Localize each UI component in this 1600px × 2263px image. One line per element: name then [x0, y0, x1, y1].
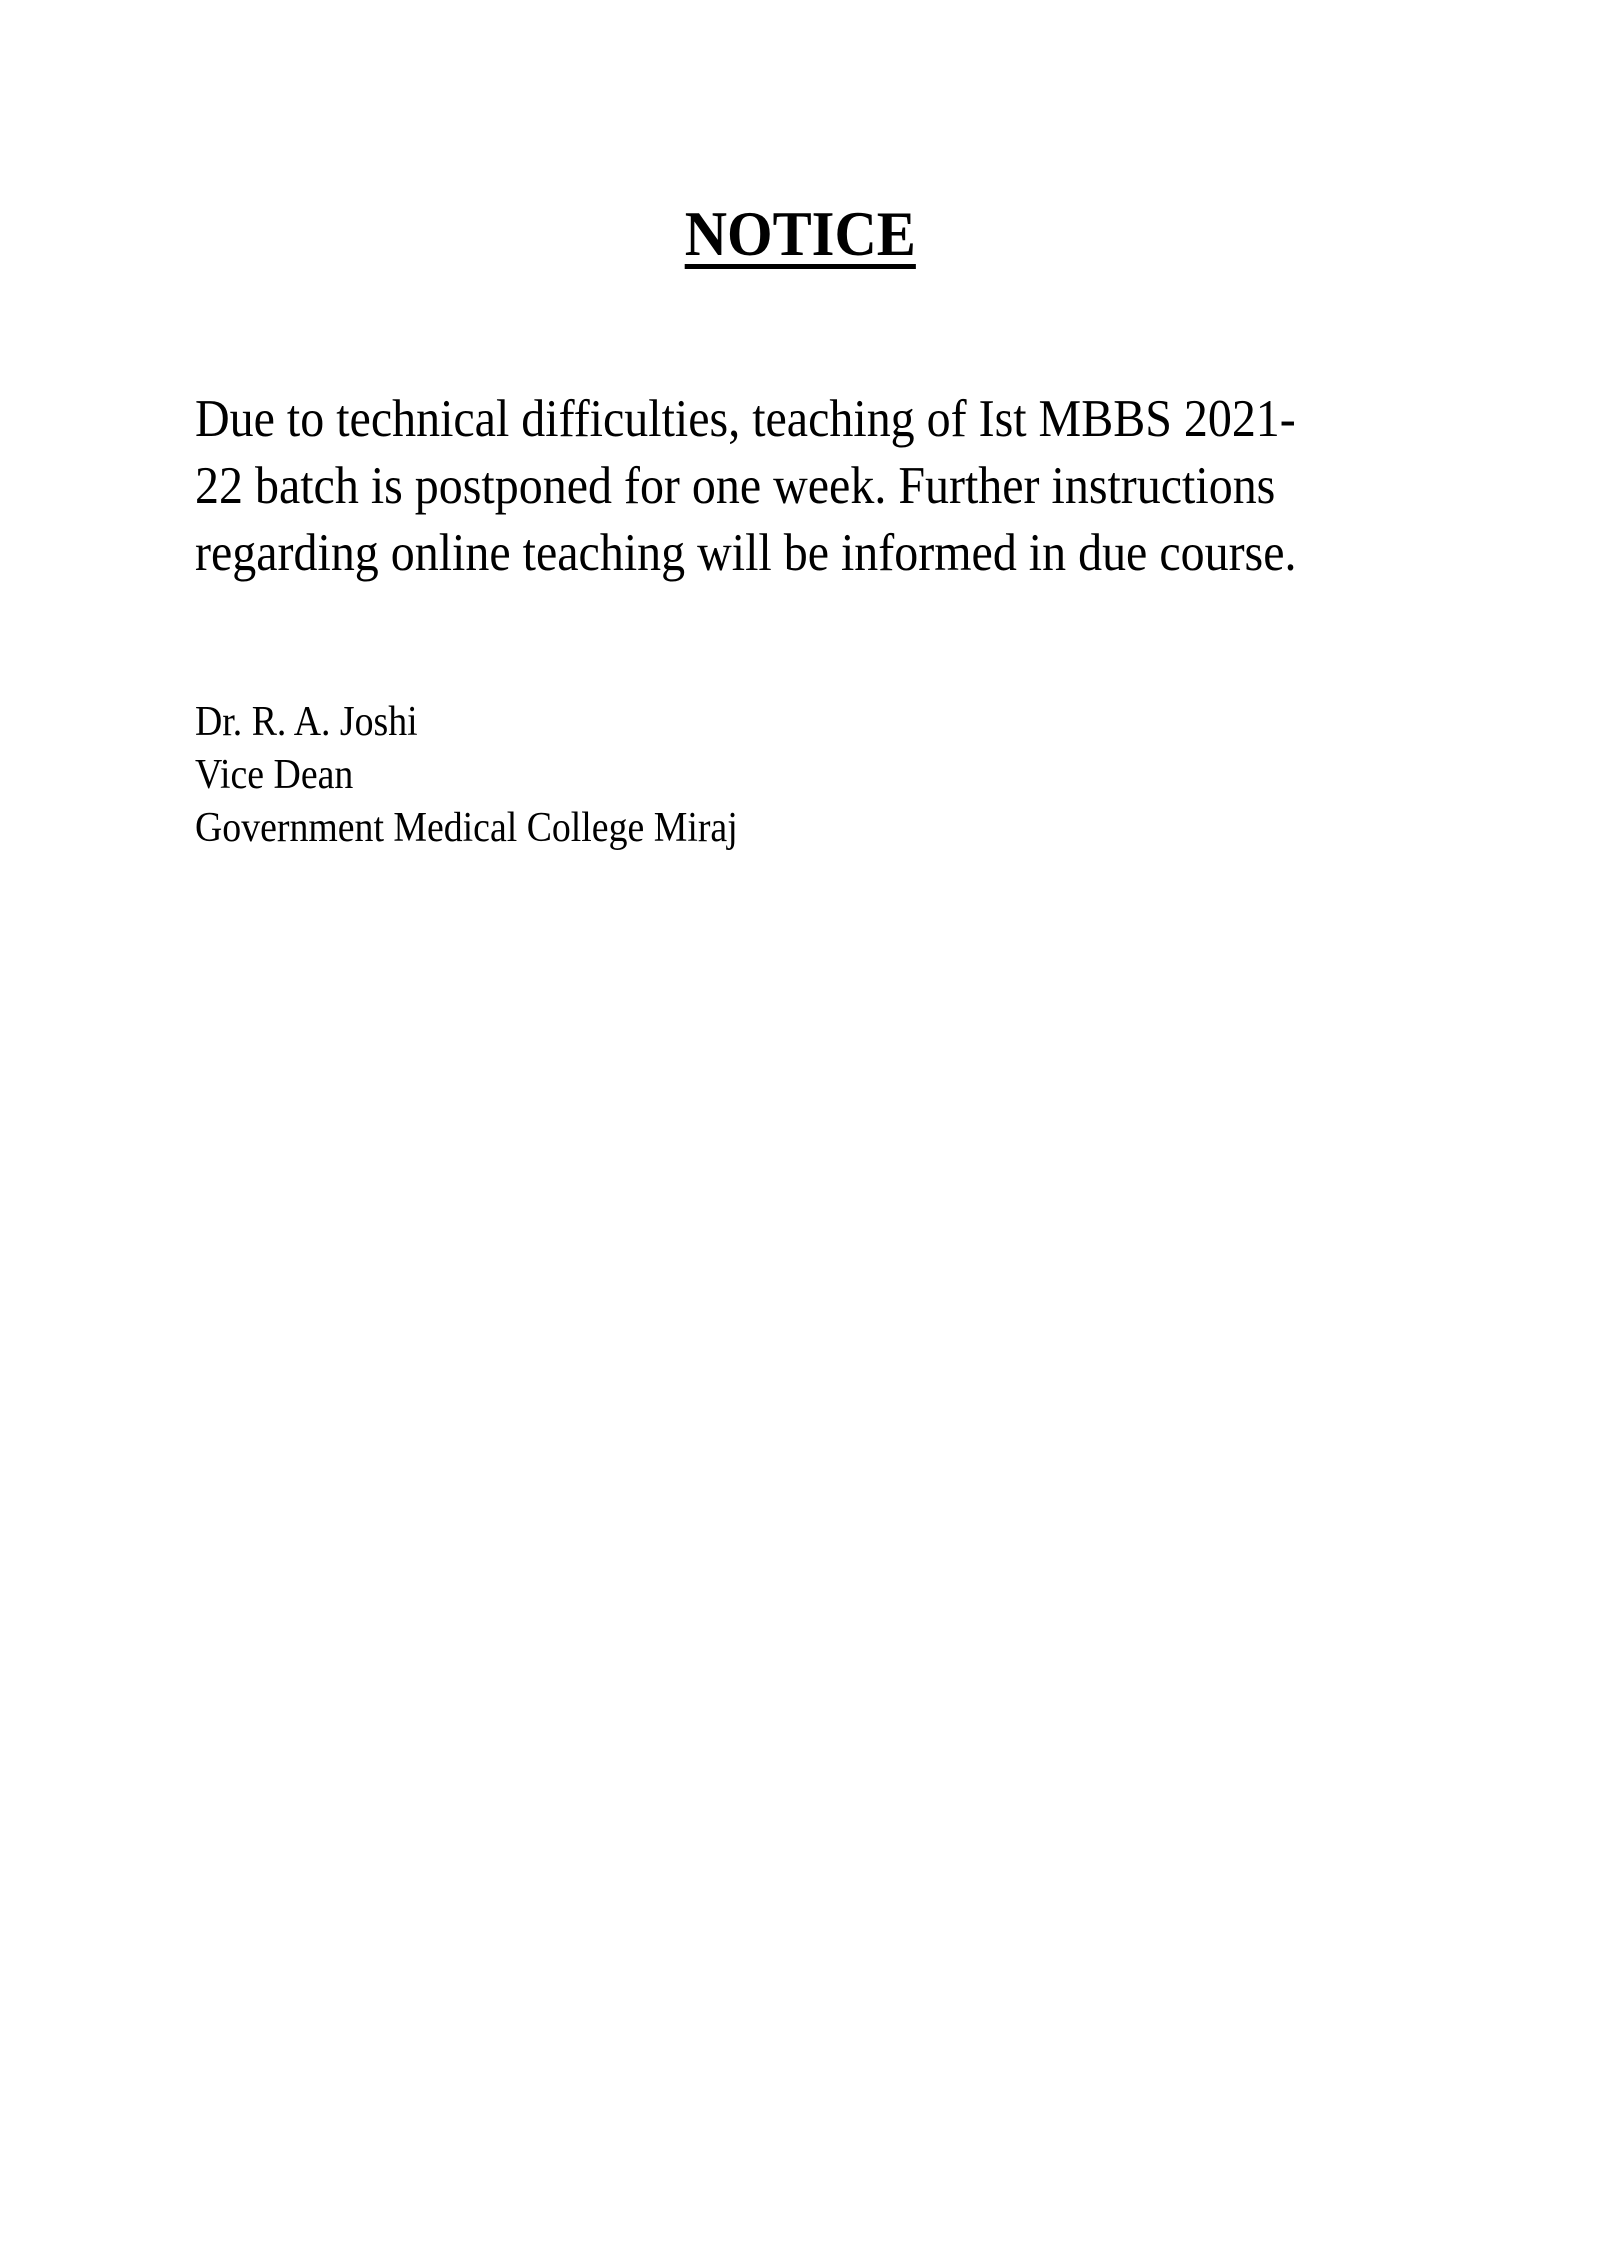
signatory-institution: Government Medical College Miraj [195, 805, 738, 851]
notice-body-line: Due to technical difficulties, teaching of Ist MBBS 2021- [195, 390, 1296, 448]
notice-body-line: regarding online teaching will be informed in due course. [195, 524, 1297, 582]
notice-body-line: 22 batch is postponed for one week. Further instructions [195, 457, 1276, 515]
notice-body [195, 386, 1495, 587]
signatory-name: Dr. R. A. Joshi [195, 699, 418, 745]
notice-title-text: NOTICE [684, 199, 916, 269]
signatory-designation: Vice Dean [195, 752, 354, 798]
signature-block [195, 696, 798, 855]
notice-title [0, 198, 1600, 270]
